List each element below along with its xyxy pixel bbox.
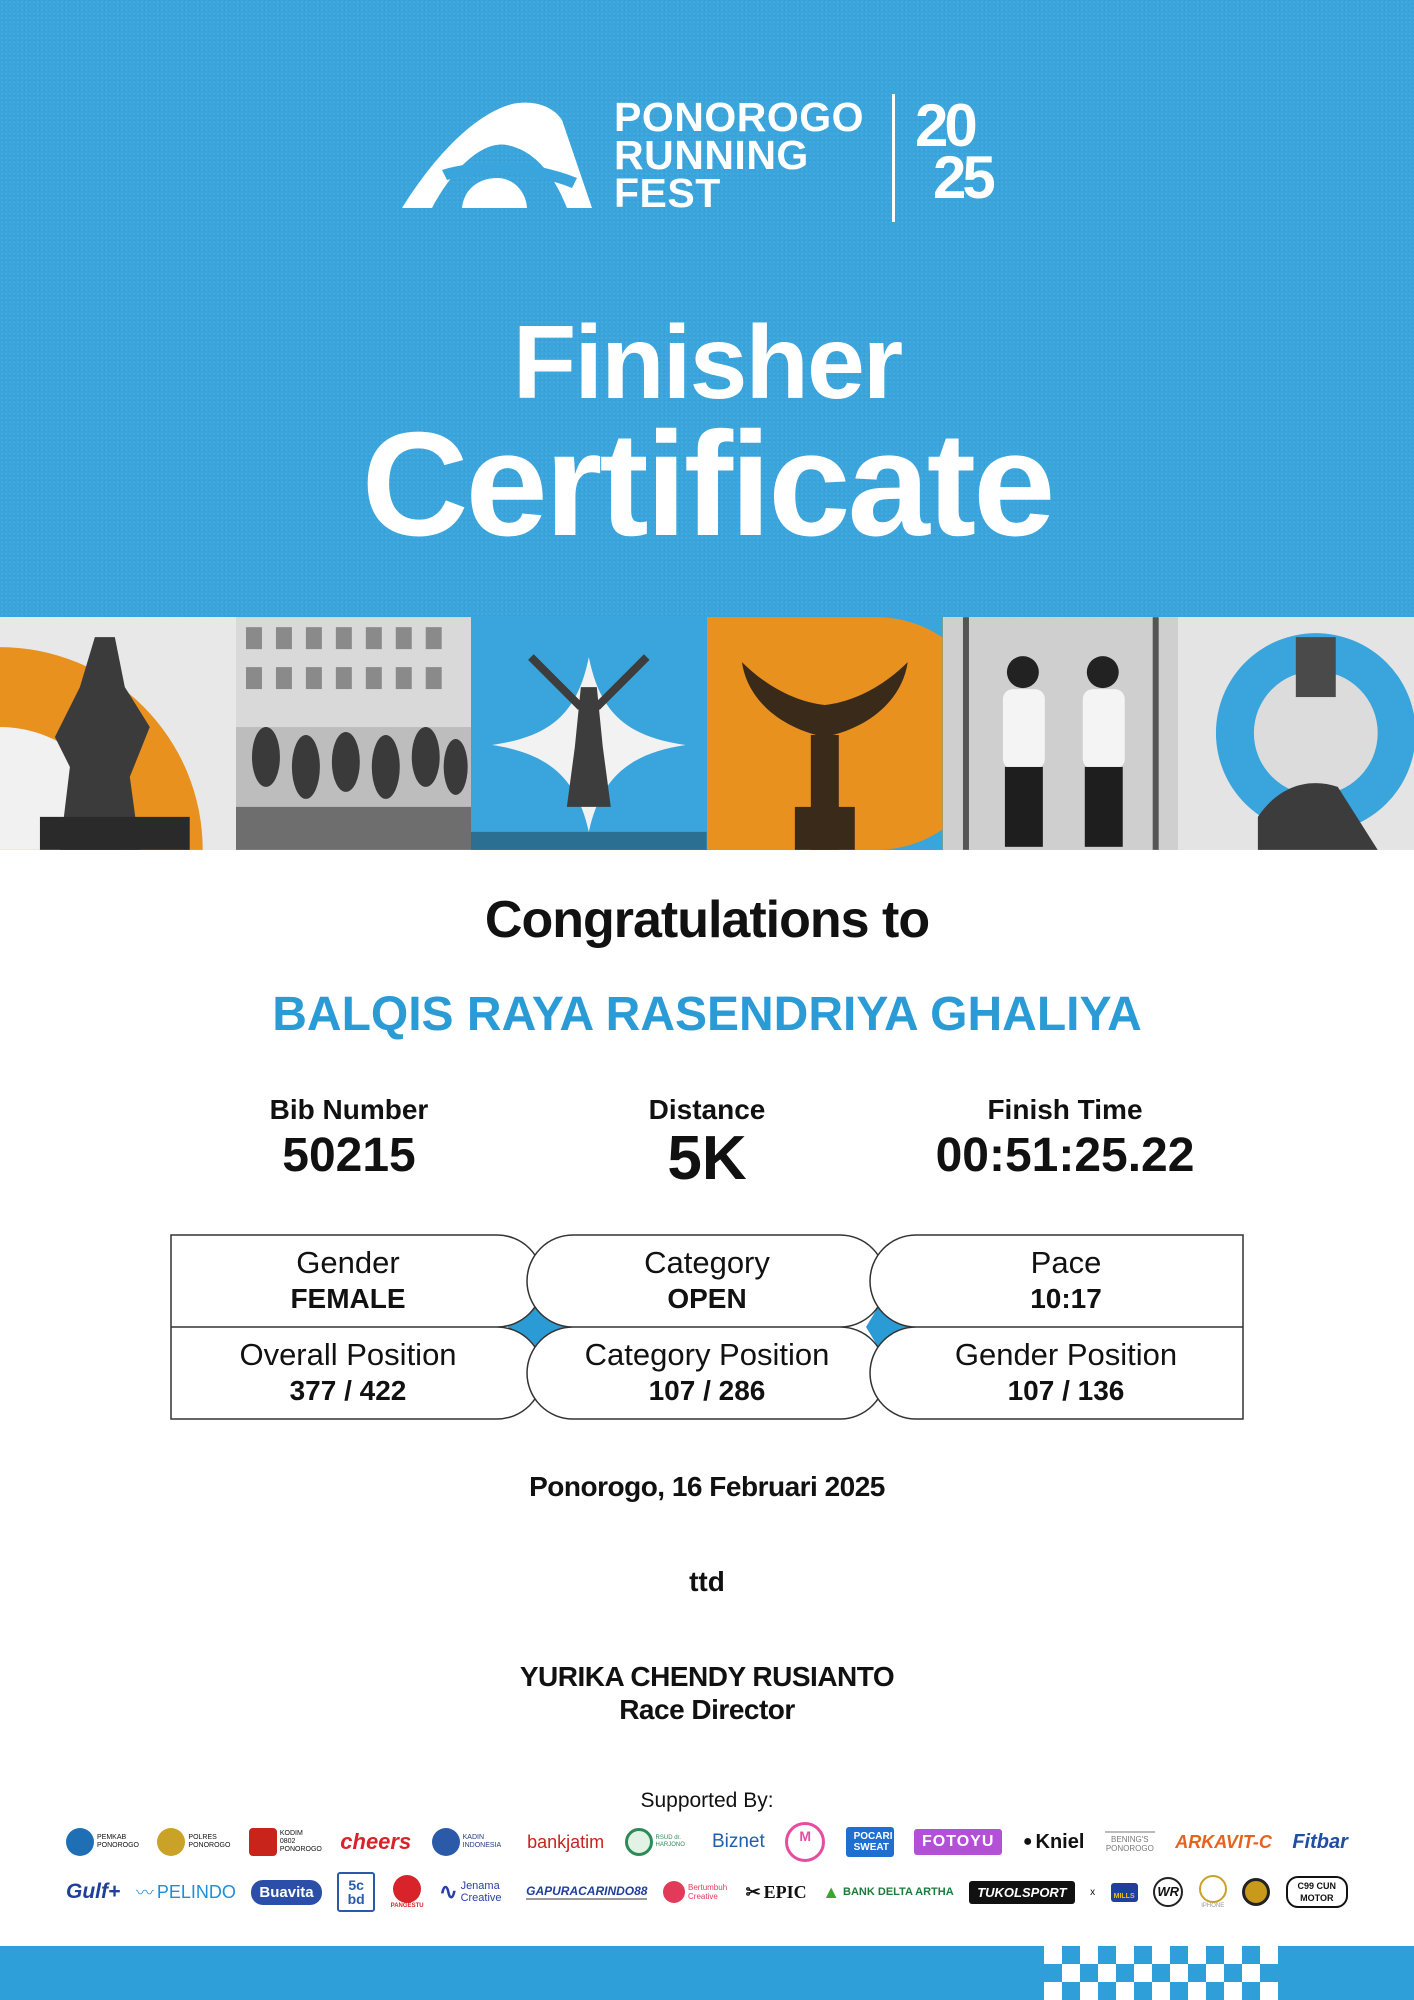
- sponsor-logo: cheers: [340, 1829, 412, 1854]
- pace-label: Pace: [1030, 1245, 1102, 1280]
- sponsor-logo: FOTOYU: [914, 1829, 1002, 1855]
- logo-line-3: FEST: [614, 170, 721, 216]
- category-value: OPEN: [667, 1283, 747, 1314]
- running-fest-logo-icon: [402, 100, 592, 218]
- category-position-cell: [537, 1336, 877, 1408]
- photo-monument-tower: [707, 617, 943, 850]
- distance-block: [527, 1092, 887, 1193]
- sponsor-logo: ARKAVIT-C: [1175, 1831, 1272, 1852]
- sponsor-logo: RSUD dr. HARJONO: [625, 1828, 692, 1856]
- finish-time-value: 00:51:25.22: [935, 1129, 1195, 1182]
- cross-icon: [393, 1875, 421, 1903]
- bib-number-block: [169, 1092, 529, 1184]
- finish-time-label: Finish Time: [987, 1094, 1143, 1125]
- logo-year-top: 20: [915, 92, 974, 159]
- sponsor-logo: 5c bd: [337, 1872, 375, 1912]
- photo-reog-dancer: [471, 617, 707, 850]
- sponsor-logo: C99 CUN MOTOR: [1286, 1876, 1348, 1908]
- overall-position-value: 377 / 422: [289, 1375, 407, 1406]
- medal-graphic: [1178, 617, 1414, 850]
- logo-line-1: PONOROGO: [614, 94, 865, 140]
- distance-value: 5K: [667, 1124, 747, 1193]
- category-label: Category: [644, 1245, 770, 1280]
- sponsor-logo: bankjatim: [527, 1831, 605, 1852]
- photo-medal-ring: [1178, 617, 1414, 850]
- gender-value: FEMALE: [290, 1283, 406, 1314]
- wave-icon: 〰: [135, 1883, 154, 1903]
- certificate-title-line-1: Finisher: [512, 305, 902, 421]
- monogram-icon: [1199, 1875, 1227, 1903]
- distance-label: Distance: [648, 1094, 766, 1125]
- director-name: YURIKA CHENDY RUSIANTO: [519, 1661, 895, 1692]
- photo-runners-crowd: [236, 617, 472, 850]
- sponsor-logo: Biznet: [711, 1831, 765, 1852]
- leaf-icon: ●: [1022, 1833, 1033, 1850]
- certificate-header: [0, 0, 1414, 617]
- bloom-icon: [663, 1881, 685, 1903]
- sponsor-logo: PANGESTU: [391, 1875, 424, 1909]
- logo-divider: [892, 94, 895, 222]
- checkered-flag-pattern: [1044, 1946, 1284, 2000]
- sponsor-logo: Fitbar: [1292, 1830, 1348, 1853]
- sponsor-logo: ● Kniel: [1022, 1830, 1085, 1853]
- sponsor-logo: x: [1090, 1886, 1096, 1898]
- finish-time-block: [885, 1092, 1245, 1184]
- crowd-graphic: [236, 617, 472, 850]
- logo-wordmark: [614, 94, 865, 216]
- director-role: Race Director: [619, 1694, 795, 1725]
- sponsor-logo: ∿ Jenama Creative: [439, 1879, 502, 1904]
- sponsor-logo: [1242, 1878, 1270, 1906]
- place-date: Ponorogo, 16 Februari 2025: [529, 1471, 885, 1502]
- sponsor-row-1: [66, 1818, 1348, 1866]
- sponsor-logo: BENING'S PONOROGO: [1105, 1831, 1155, 1853]
- bib-number-value: 50215: [282, 1129, 416, 1182]
- tower-graphic: [707, 617, 943, 850]
- sponsor-logo: KODIM 0802 PONOROGO: [249, 1828, 320, 1856]
- sponsor-logo: TUKOLSPORT: [969, 1881, 1074, 1904]
- emblem-icon: [432, 1828, 460, 1856]
- scissors-icon: ✂: [745, 1881, 761, 1902]
- dancer-graphic: [471, 617, 707, 850]
- sponsor-logo: GAPURACARINDO88: [526, 1884, 648, 1898]
- gender-position-label: Gender Position: [954, 1337, 1178, 1372]
- overall-position-cell: [178, 1336, 518, 1408]
- sponsor-logo: 〰 PELINDO: [136, 1879, 236, 1905]
- photo-strip: [0, 617, 1414, 850]
- badge-icon: [157, 1828, 185, 1856]
- logo-line-2: RUNNING: [614, 132, 809, 178]
- category-position-value: 107 / 286: [648, 1375, 766, 1406]
- pace-cell: [896, 1244, 1236, 1316]
- sponsor-logo: MILLS: [1111, 1883, 1138, 1902]
- sponsor-logo: ✂ EPIC: [745, 1881, 807, 1902]
- sponsor-logo: Buavita: [251, 1880, 321, 1905]
- triangle-icon: ▲: [822, 1881, 841, 1902]
- runner-name: BALQIS RAYA RASENDRIYA GHALIYA: [272, 988, 1142, 1041]
- sponsor-logo: KADIN INDONESIA: [432, 1828, 507, 1856]
- category-cell: [537, 1244, 877, 1316]
- overall-position-label: Overall Position: [239, 1337, 457, 1372]
- gender-cell: [178, 1244, 518, 1316]
- sponsor-logo: Bertumbuh Creative: [663, 1881, 730, 1903]
- sponsor-row-2: [66, 1868, 1348, 1916]
- sponsor-logo: ▲ BANK DELTA ARTHA: [822, 1881, 954, 1902]
- gender-position-cell: [896, 1336, 1236, 1408]
- sponsor-logo: POCARI SWEAT: [846, 1827, 894, 1857]
- sponsor-logo: POLRES PONOROGO: [157, 1828, 228, 1856]
- gender-position-value: 107 / 136: [1007, 1375, 1125, 1406]
- bib-number-label: Bib Number: [269, 1094, 429, 1125]
- statue-graphic: [0, 617, 236, 850]
- photo-finisher-runners: [943, 617, 1179, 850]
- pace-value: 10:17: [1030, 1283, 1102, 1314]
- crest-icon: [66, 1828, 94, 1856]
- supported-by-heading: Supported By:: [640, 1789, 774, 1812]
- finishers-graphic: [943, 617, 1179, 850]
- result-details-grid: [170, 1234, 1244, 1420]
- sponsor-logo: IPHONE: [1199, 1875, 1227, 1909]
- logo-year-bottom: 25: [933, 144, 992, 211]
- wave-icon: ∿: [439, 1879, 458, 1904]
- hospital-icon: [625, 1828, 653, 1856]
- shield-icon: [249, 1828, 277, 1856]
- sponsor-logo: WR: [1153, 1877, 1183, 1907]
- gender-label: Gender: [296, 1245, 400, 1280]
- signature-placeholder: ttd: [689, 1566, 725, 1597]
- seal-icon: [1242, 1878, 1270, 1906]
- sponsor-logo: Gulf+: [66, 1880, 121, 1903]
- sponsor-logo: M: [785, 1822, 825, 1862]
- sponsor-logo: PEMKAB PONOROGO: [66, 1828, 137, 1856]
- category-position-label: Category Position: [584, 1337, 830, 1372]
- congratulations-heading: Congratulations to: [484, 891, 930, 949]
- logo-year: [915, 92, 1015, 211]
- certificate-title-line-2: Certificate: [361, 402, 1053, 567]
- photo-reog-statue: [0, 617, 236, 850]
